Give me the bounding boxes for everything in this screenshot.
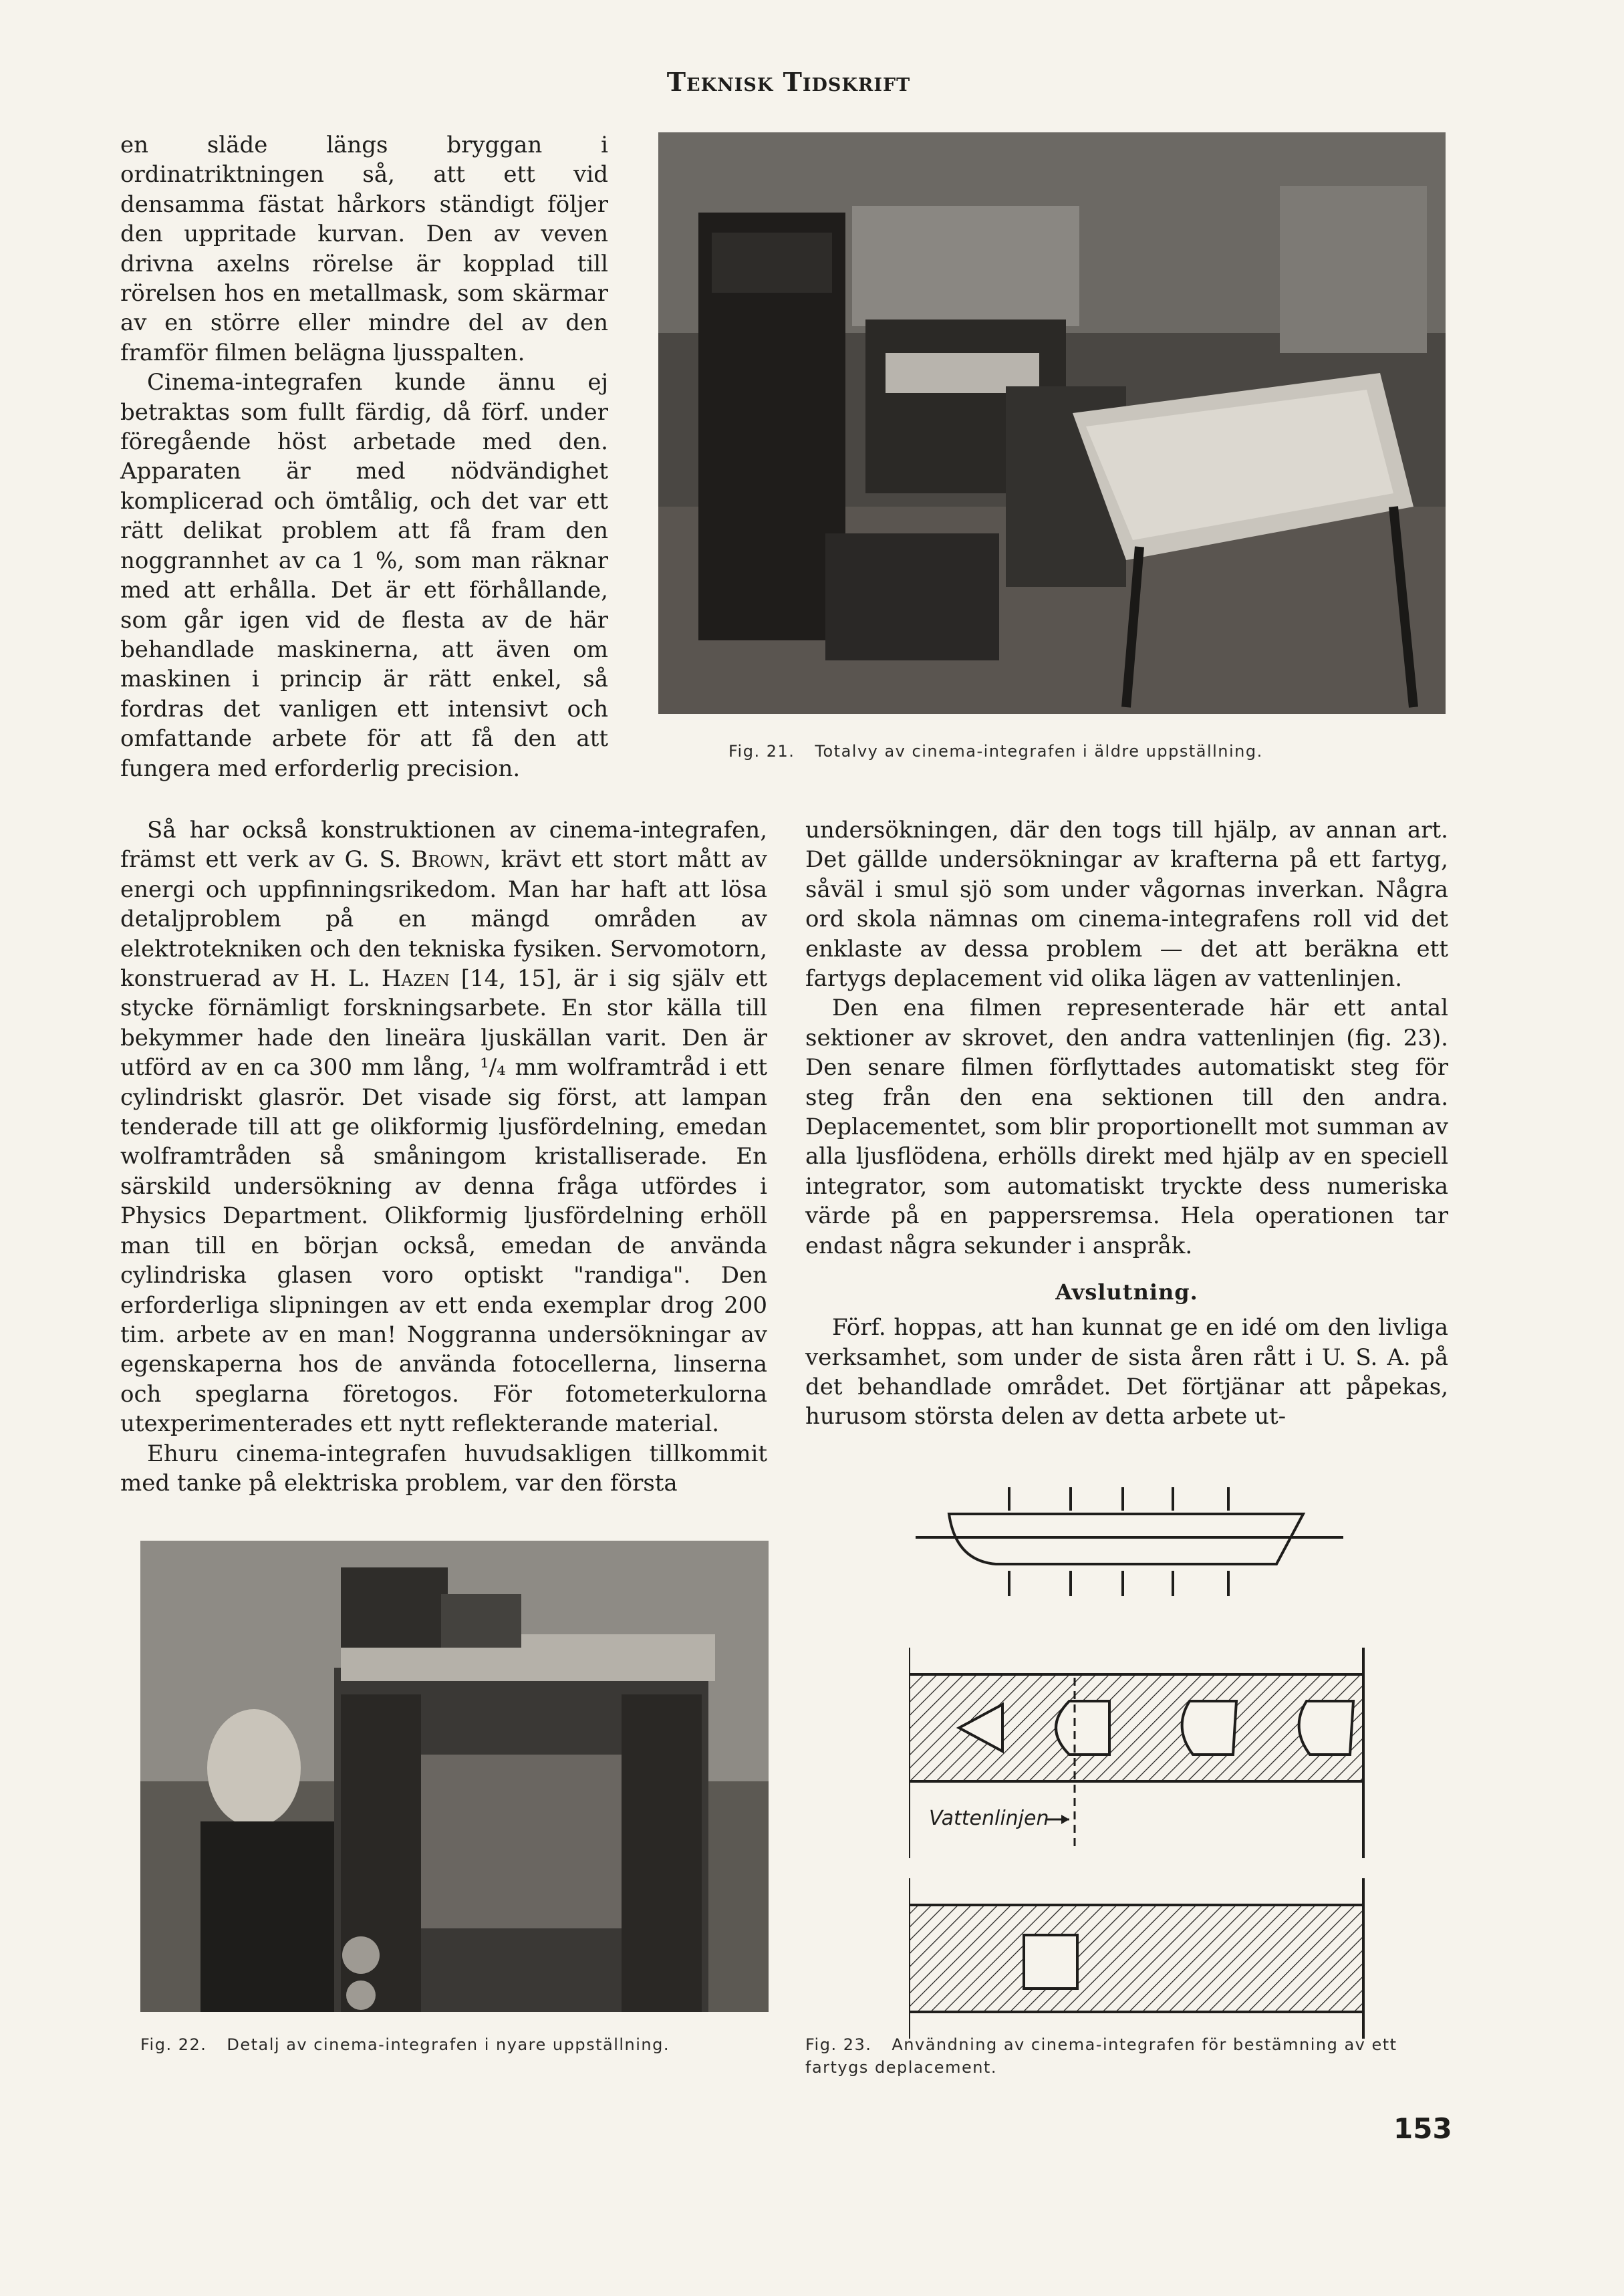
paragraph: en släde längs bryggan i ordinatriktningen så, att ett vid densamma fästat hårkors ständigt följer den uppritade kurvan. Den av veven drivna axelns rörelse är kopplad till rörelsen hos en metallmask, som skärmar av en större eller mindre del av den framför filmen belägna ljusspalten.: [120, 132, 608, 366]
page-number: 153: [1393, 2112, 1452, 2145]
fig22-caption: [140, 2033, 782, 2056]
journal-title: Teknisk Tidskrift: [666, 67, 911, 97]
fig23-diagram: [909, 1477, 1397, 2039]
author-name: Brown: [411, 846, 484, 874]
fig23-text: Användning av cinema-integrafen för bestämning av ett fartygs deplacement.: [805, 2035, 1397, 2077]
text-run: Så har också konstruktionen av cinema-integrafen, främst ett verk av G. S.: [120, 817, 767, 874]
fig23-drawing: [909, 1477, 1397, 2039]
section-heading: Avslutning.: [1055, 1279, 1198, 1305]
paragraph: Förf. hoppas, att han kunnat ge en idé om den livliga verksamhet, som under de sista åren rått i U. S. A. på det behandlade området. Det förtjänar att påpekas, hurusom största delen av detta arbete ut-: [805, 1314, 1448, 1430]
text-run: [14, 15], är i sig själv ett stycke förnämligt forskningsarbete. En stor källa till bekymmer hade den lineära ljuskällan varit. Den är utförd av en ca 300 mm lång, ¹/₄ mm wolframtråd i ett cylindriskt glasrör. Det visade sig först, att lampan tenderade till att ge olikformig ljusfördelning, emedan wolframtråden så småningom kristalliserade. En särskild undersökning av denna fråga utfördes i Physics Department. Olikformig ljusfördelning erhöll man till en början också, emedan de använda cylindriska glasen voro optiskt "randiga". Den erforderliga slipningen av ett enda exemplar drog 200 tim. arbete av en man! Noggranna undersökningar av egenskaperna hos de använda fotocellerna, linserna och speglarna företogos. För fotometerkulorna utexperimenterades ett nytt reflekterande material.: [120, 965, 767, 1438]
fig22-illustration: [140, 1541, 769, 2012]
fig21-number: Fig. 21.: [728, 742, 795, 761]
text-run: , krävt ett stort mått av energi och uppfinningsrikedom. Man har haft att lösa detaljproblem på en mängd områden av elektrotekniken och den tekniska fysiken. Servomotorn, konstruerad av H. L.: [120, 846, 768, 993]
fig22-text: Detalj av cinema-integrafen i nyare uppställning.: [227, 2035, 670, 2054]
paragraph: Ehuru cinema-integrafen huvudsakligen tillkommit med tanke på elektriska problem, var den första: [120, 1440, 767, 1497]
fig21-caption: [728, 740, 1450, 763]
left-column-top: [120, 130, 608, 783]
paragraph: Cinema-integrafen kunde ännu ej betraktas som fullt färdig, då förf. under föregående höst arbetade med den. Apparaten är med nödvändighet komplicerad och ömtålig, och det var ett rätt delikat problem att få fram den noggrannhet av ca 1 %, som man räknar med att erhålla. Det är ett förhållande, som går igen vid de flesta av de här behandlade maskinerna, att även om maskinen i princip är rätt enkel, så fordras det vanligen ett intensivt och omfattande arbete för att få den att fungera med erforderlig precision.: [120, 369, 608, 782]
fig21-illustration: [658, 132, 1446, 714]
fig22-photo: [140, 1541, 769, 2012]
fig21-text: Totalvy av cinema-integrafen i äldre uppställning.: [815, 742, 1263, 761]
right-column: [805, 815, 1448, 1432]
fig23-number: Fig. 23.: [805, 2035, 872, 2054]
paragraph: [120, 815, 767, 1439]
fig23-caption: [805, 2033, 1460, 2079]
fig21-photo: [658, 132, 1446, 714]
fig23-waterline-label: Vattenlinjen: [929, 1807, 1049, 1830]
left-column-bottom: [120, 815, 767, 1498]
paragraph: Den ena filmen representerade här ett antal sektioner av skrovet, den andra vattenlinjen (fig. 23). Den senare filmen förflyttades automatiskt steg för steg från den ena sektionen till den andra. Deplacementet, som blir proportionellt mot summan av alla ljusflödena, erhölls direkt med hjälp av en speciell integrator, som automatiskt tryckte dess numeriska värde på en pappersremsa. Hela operationen tar endast några sekunder i anspråk.: [805, 995, 1448, 1259]
fig22-number: Fig. 22.: [140, 2035, 207, 2054]
author-name: Hazen: [381, 965, 450, 993]
paragraph: undersökningen, där den togs till hjälp, av annan art. Det gällde undersökningar av krafterna på ett fartyg, såväl i smul sjö som under vågornas inverkan. Några ord skola nämnas om cinema-integrafens roll vid det enklaste av dessa problem — det att beräkna ett fartygs deplacement vid olika lägen av vattenlinjen.: [805, 817, 1448, 993]
